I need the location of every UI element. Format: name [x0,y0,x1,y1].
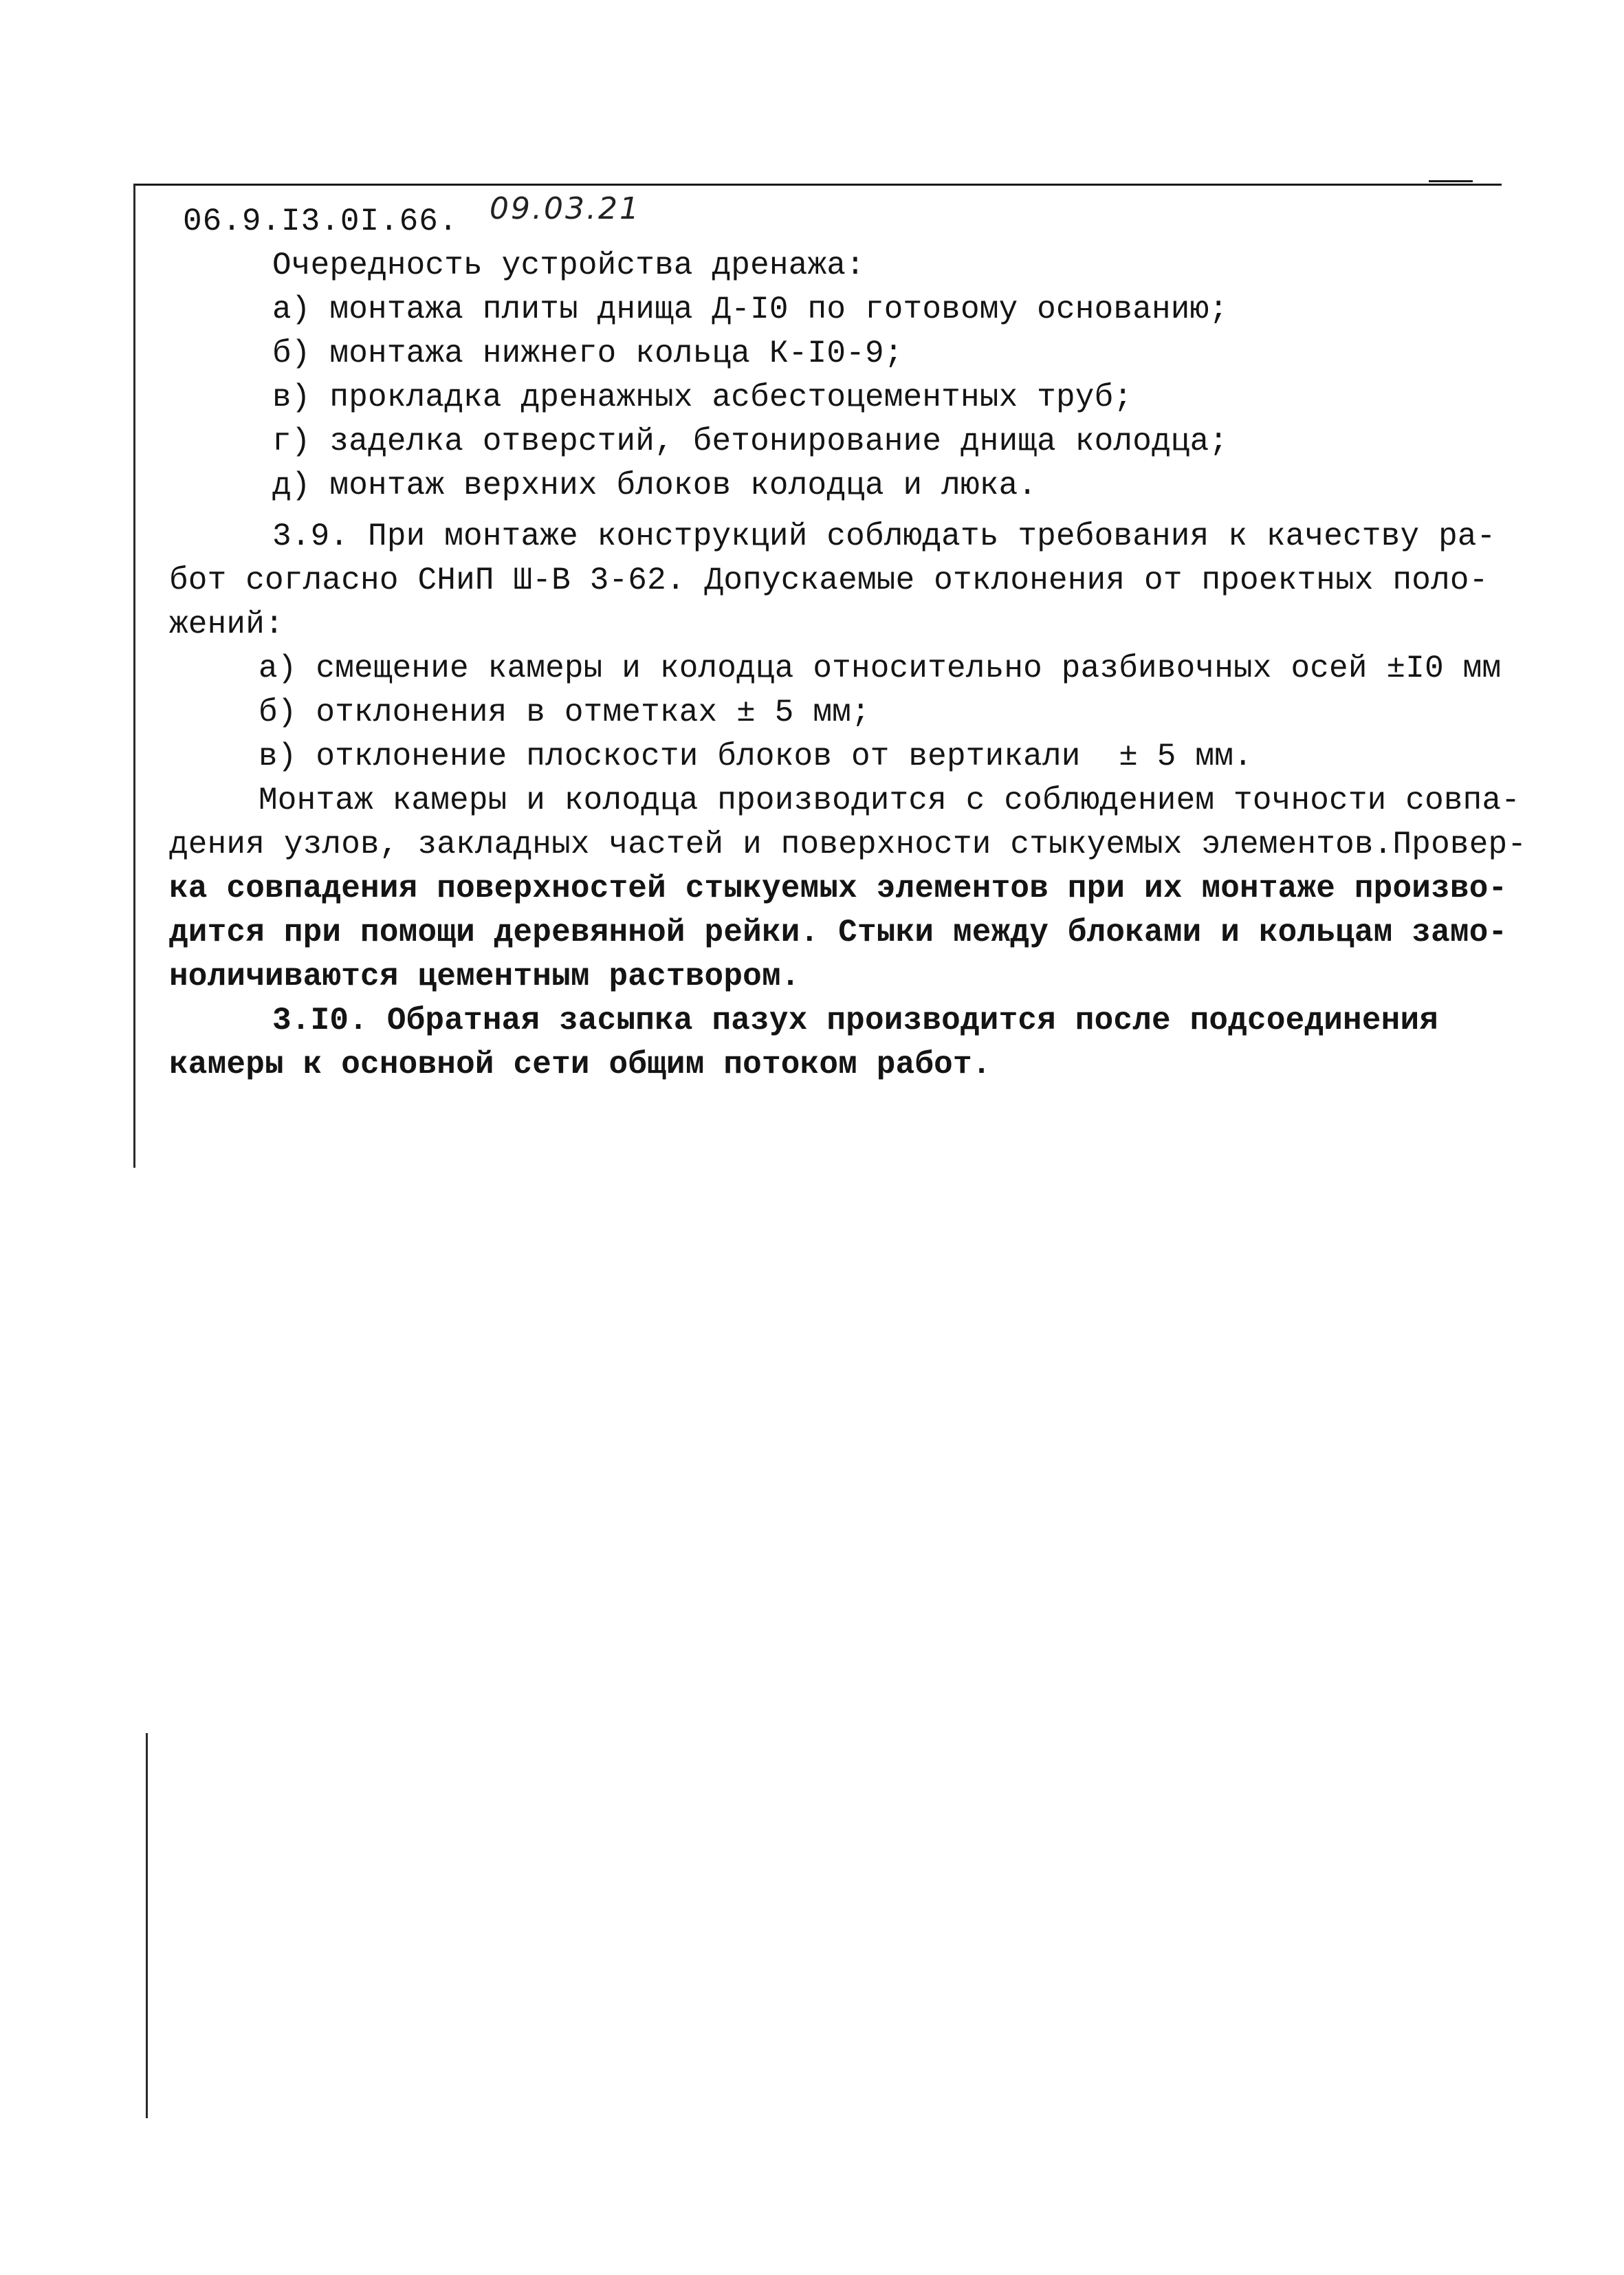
text-line: бот согласно СНиП Ш-В 3-62. Допускаемые отклонения от проектных поло- [169,563,1489,598]
text-line: Монтаж камеры и колодца производится с соблюдением точности совпа- [259,783,1521,818]
text-line: в) прокладка дренажных асбестоцементных труб; [272,380,1133,415]
frame-left-line-lower [146,1733,148,2118]
text-line: а) монтажа плиты днища Д-I0 по готовому основанию; [272,292,1229,327]
text-line: б) монтажа нижнего кольца К-I0-9; [272,336,903,371]
text-line: ка совпадения поверхностей стыкуемых элементов при их монтаже произво- [169,871,1508,906]
text-line: дения узлов, закладных частей и поверхности стыкуемых элементов.Провер- [169,827,1527,862]
handwritten-date: 09.03.21 [490,191,641,226]
text-line: а) смещение камеры и колодца относительно разбивочных осей ±I0 мм [259,651,1502,686]
text-line: 3.I0. Обратная засыпка пазух производится после подсоединения [272,1003,1439,1038]
text-line: дится при помощи деревянной рейки. Стыки между блоками и кольцам замо- [169,915,1508,950]
text-line: г) заделка отверстий, бетонирование днища колодца; [272,424,1229,459]
text-line: камеры к основной сети общим потоком работ. [169,1047,991,1082]
text-line: в) отклонение плоскости блоков от вертикали ± 5 мм. [259,739,1253,774]
frame-top-line-extension [1429,180,1473,182]
text-line: жений: [169,607,284,642]
text-line: Очередность устройства дренажа: [272,248,865,283]
document-code: 06.9.I3.0I.66. [183,204,459,239]
text-line: б) отклонения в отметках ± 5 мм; [259,695,870,730]
frame-top-line [133,184,1502,186]
text-line: ноличиваются цементным раствором. [169,959,800,994]
text-line: д) монтаж верхних блоков колодца и люка. [272,468,1038,503]
text-line: 3.9. При монтаже конструкций соблюдать требования к качеству ра- [272,519,1496,554]
frame-left-line [133,184,135,1168]
